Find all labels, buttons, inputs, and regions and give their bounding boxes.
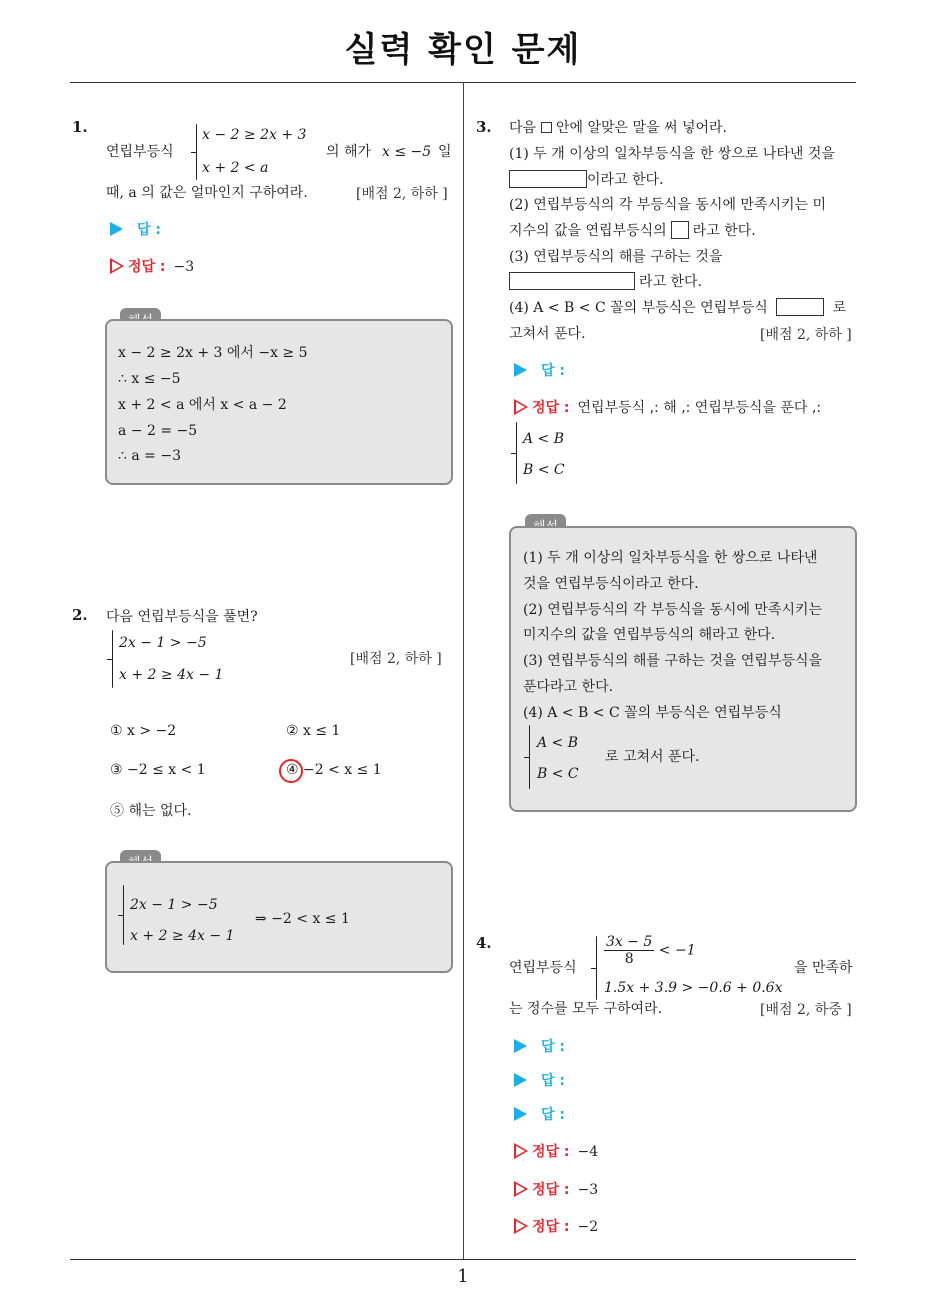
question-text <box>509 118 727 138</box>
inequality: B < C <box>537 766 579 782</box>
page-number: 1 <box>457 1266 469 1287</box>
inequality-rhs: < −1 <box>658 942 696 959</box>
question-text: x ≤ −5 <box>382 144 432 160</box>
question-text: 는 정수를 모두 구하여라. <box>509 1001 663 1017</box>
explanation-line: (3) 연립부등식의 해를 구하는 것을 연립부등식을 <box>523 653 823 669</box>
explanation-line: x + 2 < a 에서 x < a − 2 <box>118 397 287 413</box>
explanation-line: a − 2 = −5 <box>118 423 198 439</box>
inequality: x − 2 ≥ 2x + 3 <box>202 127 307 143</box>
fraction-denominator: 8 <box>624 951 634 967</box>
play-icon <box>514 1039 527 1053</box>
correct-value: −3 <box>577 1182 599 1198</box>
question-text: 일 <box>438 144 452 160</box>
correct-label: 정답 : <box>532 1219 570 1235</box>
correct-answer <box>514 1216 598 1236</box>
question-text: 연립부등식 <box>106 144 174 160</box>
question-text: (3) 연립부등식의 해를 구하는 것을 <box>509 249 723 265</box>
correct-label: 정답 : <box>128 259 166 275</box>
column-divider <box>463 82 464 1260</box>
explanation-line: 로 고쳐서 푼다. <box>605 749 700 765</box>
correct-answer <box>514 1141 598 1161</box>
points-label: [배점 2, 하하 ] <box>350 651 442 667</box>
correct-value: −4 <box>577 1144 599 1160</box>
play-icon <box>514 1107 527 1121</box>
answer-label: 답 : <box>137 222 161 238</box>
correct-value: −2 <box>577 1219 599 1235</box>
play-icon <box>110 222 123 236</box>
system-brace <box>123 885 124 945</box>
system-brace <box>196 124 197 180</box>
system-brace <box>596 936 597 1000</box>
correct-label: 정답 : <box>532 1144 570 1160</box>
explanation-line: 미지수의 값을 연립부등식의 해라고 한다. <box>523 627 776 643</box>
question-text <box>509 272 702 292</box>
inequality: x + 2 ≥ 4x − 1 <box>119 667 224 683</box>
choice-2[interactable]: ② x ≤ 1 <box>286 723 341 739</box>
explanation-line: 푼다라고 한다. <box>523 679 614 695</box>
inequality <box>604 934 696 967</box>
question-text: (1) 두 개 이상의 일차부등식을 한 쌍으로 나타낸 것을 <box>509 146 835 162</box>
question-text <box>509 221 756 241</box>
inequality: 2x − 1 > −5 <box>119 635 207 651</box>
explanation-box <box>509 526 857 812</box>
correct-label: 정답 : <box>532 1182 570 1198</box>
inequality: 2x − 1 > −5 <box>130 897 218 913</box>
text: 안에 알맞은 말을 써 넣어라. <box>555 120 727 136</box>
points-label: [배점 2, 하하 ] <box>356 186 448 202</box>
correct-answer <box>514 1179 598 1199</box>
question-number: 4. <box>476 934 492 952</box>
question-text: 을 만족하 <box>794 960 853 976</box>
inequality: B < C <box>523 462 565 478</box>
explanation-box <box>105 861 453 973</box>
answer-blank[interactable] <box>509 170 587 188</box>
system-brace <box>529 725 530 789</box>
triangle-icon <box>514 399 528 415</box>
fraction <box>604 934 654 967</box>
answer-label: 답 : <box>541 1039 565 1055</box>
question-number: 1. <box>72 118 88 136</box>
explanation-box <box>105 319 453 485</box>
question-text: 때, a 의 값은 얼마인지 구하여라. <box>106 185 308 201</box>
system-brace <box>112 630 113 688</box>
question-text <box>509 170 664 190</box>
answer-line[interactable] <box>514 1036 565 1056</box>
page-title: 실력 확인 문제 <box>344 30 582 70</box>
correct-answer <box>110 256 194 276</box>
inequality: x + 2 < a <box>202 160 269 176</box>
square-icon <box>541 122 552 133</box>
answer-label: 답 : <box>541 1107 565 1123</box>
fraction-numerator: 3x − 5 <box>606 934 653 950</box>
explanation-line: x − 2 ≥ 2x + 3 에서 −x ≥ 5 <box>118 345 308 361</box>
explanation-line: (2) 연립부등식의 각 부등식을 동시에 만족시키는 <box>523 602 823 618</box>
question-text: (2) 연립부등식의 각 부등식을 동시에 만족시키는 미 <box>509 197 827 213</box>
inequality: A < B <box>523 431 565 447</box>
question-number: 2. <box>72 606 88 624</box>
system-brace <box>516 422 517 484</box>
correct-value: −3 <box>173 259 195 275</box>
question-number: 3. <box>476 118 492 136</box>
answer-line[interactable] <box>110 219 161 239</box>
question-text: 고쳐서 푼다. <box>509 326 586 342</box>
choice-3[interactable]: ③ −2 ≤ x < 1 <box>110 762 206 778</box>
question-text: 다음 연립부등식을 풀면? <box>106 609 258 625</box>
text: 라고 한다. <box>639 274 702 290</box>
answer-blank[interactable] <box>671 221 689 239</box>
explanation-line: ∴ x ≤ −5 <box>118 371 181 387</box>
inequality: A < B <box>537 735 579 751</box>
correct-value: 연립부등식 ,: 해 ,: 연립부등식을 푼다 ,: <box>577 400 822 416</box>
triangle-icon <box>514 1143 528 1159</box>
inequality: 1.5x + 3.9 > −0.6 + 0.6x <box>604 980 783 996</box>
text: 지수의 값을 연립부등식의 <box>509 223 667 239</box>
points-label: [배점 2, 하중 ] <box>760 1002 852 1018</box>
choice-4[interactable]: ④ −2 < x ≤ 1 <box>286 762 382 778</box>
answer-line[interactable] <box>514 1070 565 1090</box>
answer-blank[interactable] <box>776 298 824 316</box>
answer-blank[interactable] <box>509 272 635 290</box>
text: 로 <box>832 300 847 316</box>
triangle-icon <box>110 258 124 274</box>
inequality: x + 2 ≥ 4x − 1 <box>130 928 235 944</box>
answer-line[interactable] <box>514 360 565 380</box>
text: 라고 한다. <box>692 223 756 239</box>
play-icon <box>514 1073 527 1087</box>
choice-5[interactable]: ⑤ 해는 없다. <box>110 803 192 819</box>
points-label: [배점 2, 하하 ] <box>760 327 852 343</box>
play-icon <box>514 363 527 377</box>
answer-line[interactable] <box>514 1104 565 1124</box>
text: 다음 <box>509 120 537 136</box>
explanation-line: (1) 두 개 이상의 일차부등식을 한 쌍으로 나타낸 <box>523 550 818 566</box>
explanation-line: 것을 연립부등식이라고 한다. <box>523 576 699 592</box>
text: (4) A < B < C 꼴의 부등식은 연립부등식 <box>509 300 768 316</box>
triangle-icon <box>514 1218 528 1234</box>
explanation-line: (4) A < B < C 꼴의 부등식은 연립부등식 <box>523 705 782 721</box>
footer-rule <box>70 1259 856 1260</box>
answer-label: 답 : <box>541 1073 565 1089</box>
triangle-icon <box>514 1181 528 1197</box>
explanation-result: ⇒ −2 < x ≤ 1 <box>255 911 350 927</box>
question-text: 연립부등식 <box>509 960 577 976</box>
choice-1[interactable]: ① x > −2 <box>110 723 177 739</box>
correct-answer <box>514 397 821 417</box>
question-text <box>509 298 846 318</box>
answer-label: 답 : <box>541 363 565 379</box>
explanation-line: ∴ a = −3 <box>118 448 181 464</box>
question-text: 의 해가 <box>326 144 372 160</box>
correct-label: 정답 : <box>532 400 570 416</box>
text: 이라고 한다. <box>587 172 664 188</box>
